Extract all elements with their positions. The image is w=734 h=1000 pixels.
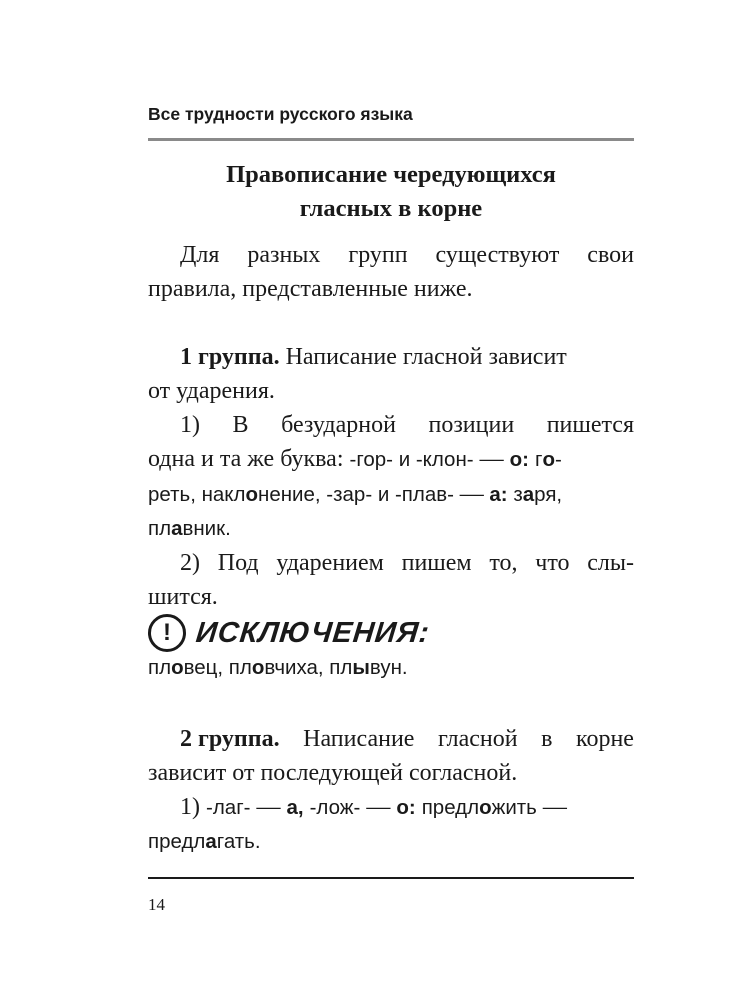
text: - [554, 448, 562, 471]
word: свои [587, 242, 634, 268]
text: предл [421, 796, 480, 819]
rule-letter: о: [509, 448, 529, 471]
rule-letter: а: [489, 483, 508, 506]
word: Под [217, 550, 259, 576]
group1-text: Написание гласной зависит [285, 344, 567, 370]
highlight-vowel: а [522, 483, 535, 506]
word: слы- [587, 550, 634, 576]
word: пишем [401, 550, 472, 576]
dash: — [479, 446, 504, 472]
exceptions-list [148, 653, 408, 683]
rule-letter: о: [396, 796, 416, 819]
group2-item1-line-2 [148, 825, 634, 859]
group2-line-2: зависит от последующей согласной. [148, 760, 518, 786]
group1-label: 1 группа. [180, 344, 280, 370]
text: вчиха, пл [264, 656, 353, 679]
text: пл [148, 656, 172, 679]
dash: — [459, 481, 484, 507]
intro-line-1 [148, 238, 634, 272]
heading-line-2: гласных в корне [299, 195, 483, 222]
exclamation-icon: ! [148, 614, 186, 652]
word: 1) [180, 412, 200, 438]
dash: — [366, 794, 391, 820]
word: существуют [435, 242, 560, 268]
word: пишется [546, 412, 634, 438]
text: гать. [216, 830, 261, 853]
word: позиции [428, 412, 515, 438]
example-roots: -гор- и -клон- [349, 448, 474, 471]
word: групп [348, 242, 408, 268]
exceptions-title: ИСКЛЮЧЕНИЯ: [194, 616, 432, 649]
rule-letter: а, [286, 796, 304, 819]
text: нение, -зар- и -плав- [258, 483, 454, 506]
highlight-vowel: о [245, 483, 258, 506]
group1-item2-line-1 [148, 546, 634, 580]
text: вун. [369, 656, 408, 679]
text: одна и та же буква: [148, 446, 344, 472]
word: Для [180, 242, 220, 268]
word: гласной [437, 726, 518, 752]
text: г [534, 448, 543, 471]
group1-line-1 [148, 340, 634, 374]
word: корне [576, 726, 634, 752]
text: 1) [180, 794, 200, 820]
header-rule [148, 138, 634, 141]
intro-paragraph [148, 238, 634, 306]
word: ударением [276, 550, 384, 576]
group1-item2-line-2: шится. [148, 584, 218, 610]
dash: — [542, 794, 567, 820]
group1-item1-line-1 [148, 408, 634, 442]
text: жить [491, 796, 537, 819]
group1-item1-line-2 [148, 442, 634, 477]
word: 2) [180, 550, 200, 576]
heading-line-1: Правописание чередующихся [226, 161, 556, 188]
example-root: -лож- [309, 796, 361, 819]
intro-line-2: правила, представленные ниже. [148, 276, 473, 302]
word: то, [489, 550, 518, 576]
footer-rule [148, 877, 634, 879]
group2-section [148, 722, 634, 859]
text: вник. [182, 517, 231, 540]
text: вец, пл [183, 656, 252, 679]
text: реть, накл [148, 483, 246, 506]
group2-line-1 [148, 722, 634, 756]
highlight-vowel: о [171, 656, 184, 679]
word: безударной [281, 412, 396, 438]
running-header: Все трудности русского языка [148, 104, 413, 124]
group1-section [148, 340, 634, 614]
exceptions-heading [148, 613, 430, 653]
example-root: -лаг- [206, 796, 251, 819]
group1-item1-line-3 [148, 477, 634, 512]
word: В [232, 412, 249, 438]
word: разных [247, 242, 321, 268]
text: ря, [534, 483, 563, 506]
group2-item1-line-1 [148, 790, 634, 825]
text: з [513, 483, 523, 506]
word: что [535, 550, 570, 576]
highlight-vowel: а [205, 830, 217, 853]
dash: — [256, 794, 281, 820]
word: в [541, 726, 553, 752]
page-number: 14 [148, 895, 165, 914]
group1-item1-line-4 [148, 512, 634, 546]
text: предл [148, 830, 206, 853]
highlight-vowel: о [251, 656, 265, 679]
highlight-vowel: а [171, 517, 183, 540]
highlight-vowel: о [542, 448, 555, 471]
section-heading [148, 158, 634, 226]
text: пл [148, 517, 172, 540]
highlight-vowel: ы [352, 656, 370, 679]
group1-line-2: от ударения. [148, 378, 275, 404]
group2-label: 2 группа. [180, 726, 280, 752]
highlight-vowel: о [479, 796, 492, 819]
word: Написание [303, 726, 415, 752]
